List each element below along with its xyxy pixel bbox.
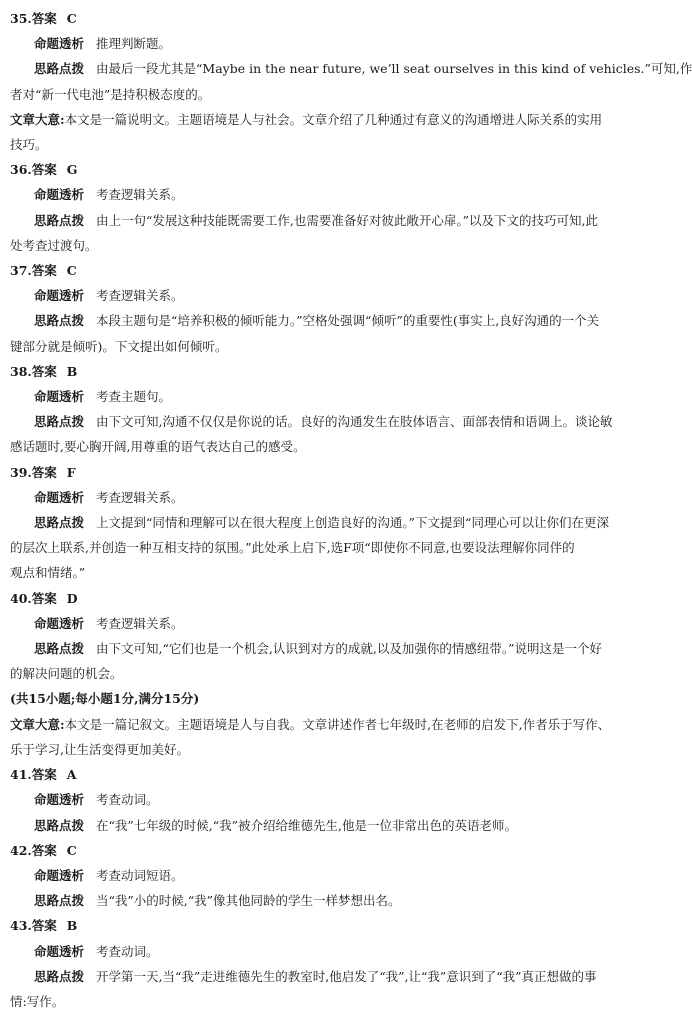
- field-line: [10, 863, 676, 888]
- answer-line: [10, 258, 676, 283]
- answer-line: [10, 359, 676, 384]
- field-text: 推理判断题。: [96, 36, 172, 52]
- field-line: [10, 182, 676, 207]
- field-label: 思路点拨: [34, 61, 85, 77]
- field-line: [10, 813, 676, 838]
- answer-letter: F: [66, 464, 76, 480]
- answer-label: 答案: [31, 767, 57, 783]
- section-header: (共15小题;每小题1分,满分15分): [10, 691, 200, 707]
- field-text: 考查逻辑关系。: [96, 489, 184, 505]
- answer-line: [10, 6, 676, 31]
- answer-letter: D: [66, 590, 78, 606]
- continuation-line: 键部分就是倾听)。下文提出如何倾听。: [10, 338, 228, 354]
- field-text: 考查主题句。: [96, 389, 172, 405]
- field-text: 考查逻辑关系。: [96, 187, 184, 203]
- question-number: 39.: [10, 464, 32, 480]
- answer-line: [10, 157, 676, 182]
- field-text: 上文提到“同情和理解可以在很大程度上创造良好的沟通。”下文提到“同理心可以让你们在更深: [96, 515, 609, 531]
- summary-line: [10, 712, 676, 737]
- field-label: 命题透析: [34, 187, 85, 203]
- field-line: [10, 409, 676, 434]
- summary-label: 文章大意:: [10, 111, 65, 127]
- question-number: 40.: [10, 590, 32, 606]
- continuation-line: 感话题时,要心胸开阔,用尊重的语气表达自己的感受。: [10, 439, 306, 455]
- field-line: [10, 56, 692, 81]
- field-label: 思路点拨: [34, 817, 85, 833]
- field-text: 由下文可知,沟通不仅仅是你说的话。良好的沟通发生在肢体语言、面部表情和语调上。谈论敏: [96, 414, 613, 430]
- field-line: [10, 888, 676, 913]
- answer-letter: G: [66, 162, 78, 178]
- field-line: [10, 964, 676, 989]
- answer-line: [10, 586, 676, 611]
- answer-label: 答案: [31, 464, 57, 480]
- field-label: 命题透析: [34, 489, 85, 505]
- field-text: 考查逻辑关系。: [96, 288, 184, 304]
- field-label: 思路点拨: [34, 313, 85, 329]
- field-label: 思路点拨: [34, 641, 85, 657]
- field-text: 考查逻辑关系。: [96, 615, 184, 631]
- field-label: 思路点拨: [34, 893, 85, 909]
- answer-line: [10, 460, 676, 485]
- continuation-line: 情:写作。: [10, 993, 65, 1009]
- field-label: 思路点拨: [34, 414, 85, 430]
- field-text: 考查动词。: [96, 792, 159, 808]
- field-label: 命题透析: [34, 867, 85, 883]
- summary-label: 文章大意:: [10, 716, 65, 732]
- continuation-line: 技巧。: [10, 137, 48, 153]
- field-label: 命题透析: [34, 615, 85, 631]
- field-label: 思路点拨: [34, 515, 85, 531]
- field-text: 本段主题句是“培养积极的倾听能力。”空格处强调“倾听”的重要性(事实上,良好沟通的一个关: [96, 313, 600, 329]
- answer-label: 答案: [31, 263, 57, 279]
- field-label: 思路点拨: [34, 968, 85, 984]
- continuation-line: 观点和情绪。”: [10, 565, 86, 581]
- answer-label: 答案: [31, 363, 57, 379]
- field-line: [10, 283, 676, 308]
- answer-label: 答案: [31, 918, 57, 934]
- field-label: 思路点拨: [34, 212, 85, 228]
- field-line: [10, 939, 676, 964]
- question-number: 35.: [10, 11, 32, 26]
- field-label: 命题透析: [34, 943, 85, 959]
- summary-text: 本文是一篇说明文。主题语境是人与社会。文章介绍了几种通过有意义的沟通增进人际关系的实用: [64, 111, 603, 127]
- summary-text: 本文是一篇记叙文。主题语境是人与自我。文章讲述作者七年级时,在老师的启发下,作者乐于写作、: [64, 716, 611, 732]
- continuation-line: 的解决问题的机会。: [10, 666, 123, 682]
- answer-letter: B: [66, 918, 78, 934]
- field-line: [10, 611, 676, 636]
- answer-letter: C: [66, 11, 77, 26]
- field-line: [10, 510, 676, 535]
- field-text: 由上一句“发展这种技能既需要工作,也需要准备好对彼此敞开心扉。”以及下文的技巧可知,此: [96, 212, 598, 228]
- field-line: [10, 31, 676, 56]
- field-line: [10, 636, 676, 661]
- answer-label: 答案: [31, 842, 57, 858]
- field-line: [10, 384, 676, 409]
- field-text: 开学第一天,当“我”走进维德先生的教室时,他启发了“我”,让“我”意识到了“我”真正想做的事: [96, 968, 597, 984]
- answer-letter: A: [66, 767, 77, 783]
- answer-label: 答案: [31, 590, 57, 606]
- question-number: 38.: [10, 363, 32, 379]
- answer-line: [10, 762, 676, 787]
- question-number: 36.: [10, 162, 32, 178]
- question-number: 43.: [10, 918, 32, 934]
- answer-line: [10, 838, 676, 863]
- field-label: 命题透析: [34, 792, 85, 808]
- field-text: 当“我”小的时候,“我”像其他同龄的学生一样梦想出名。: [96, 893, 401, 909]
- field-text: 在“我”七年级的时候,“我”被介绍给维德先生,他是一位非常出色的英语老师。: [96, 817, 518, 833]
- field-text: 考查动词。: [96, 943, 159, 959]
- field-label: 命题透析: [34, 389, 85, 405]
- answer-label: 答案: [31, 162, 57, 178]
- summary-line: [10, 107, 676, 132]
- continuation-line: 者对“新一代电池”是持积极态度的。: [10, 86, 211, 102]
- field-text: 由最后一段尤其是“Maybe in the near future, we’ll seat ourselves in this kind of vehicles.”可知,作: [96, 61, 692, 77]
- question-number: 41.: [10, 767, 32, 783]
- field-line: [10, 208, 676, 233]
- field-line: [10, 787, 676, 812]
- field-line: [10, 308, 676, 333]
- question-number: 37.: [10, 263, 32, 279]
- continuation-line: 处考查过渡句。: [10, 237, 98, 253]
- continuation-line: 的层次上联系,并创造一种互相支持的氛围。”此处承上启下,选F项“即使你不同意,也要设法理解你同伴的: [10, 540, 575, 556]
- answer-letter: C: [66, 263, 77, 279]
- answer-line: [10, 913, 676, 938]
- continuation-line: 乐于学习,让生活变得更加美好。: [10, 741, 189, 757]
- field-line: [10, 485, 676, 510]
- answer-letter: C: [66, 842, 77, 858]
- answer-letter: B: [66, 363, 78, 379]
- field-text: 考查动词短语。: [96, 867, 184, 883]
- question-number: 42.: [10, 842, 32, 858]
- field-label: 命题透析: [34, 288, 85, 304]
- field-label: 命题透析: [34, 36, 85, 52]
- field-text: 由下文可知,“它们也是一个机会,认识到对方的成就,以及加强你的情感纽带。”说明这是一个好: [96, 641, 602, 657]
- answer-label: 答案: [31, 11, 57, 26]
